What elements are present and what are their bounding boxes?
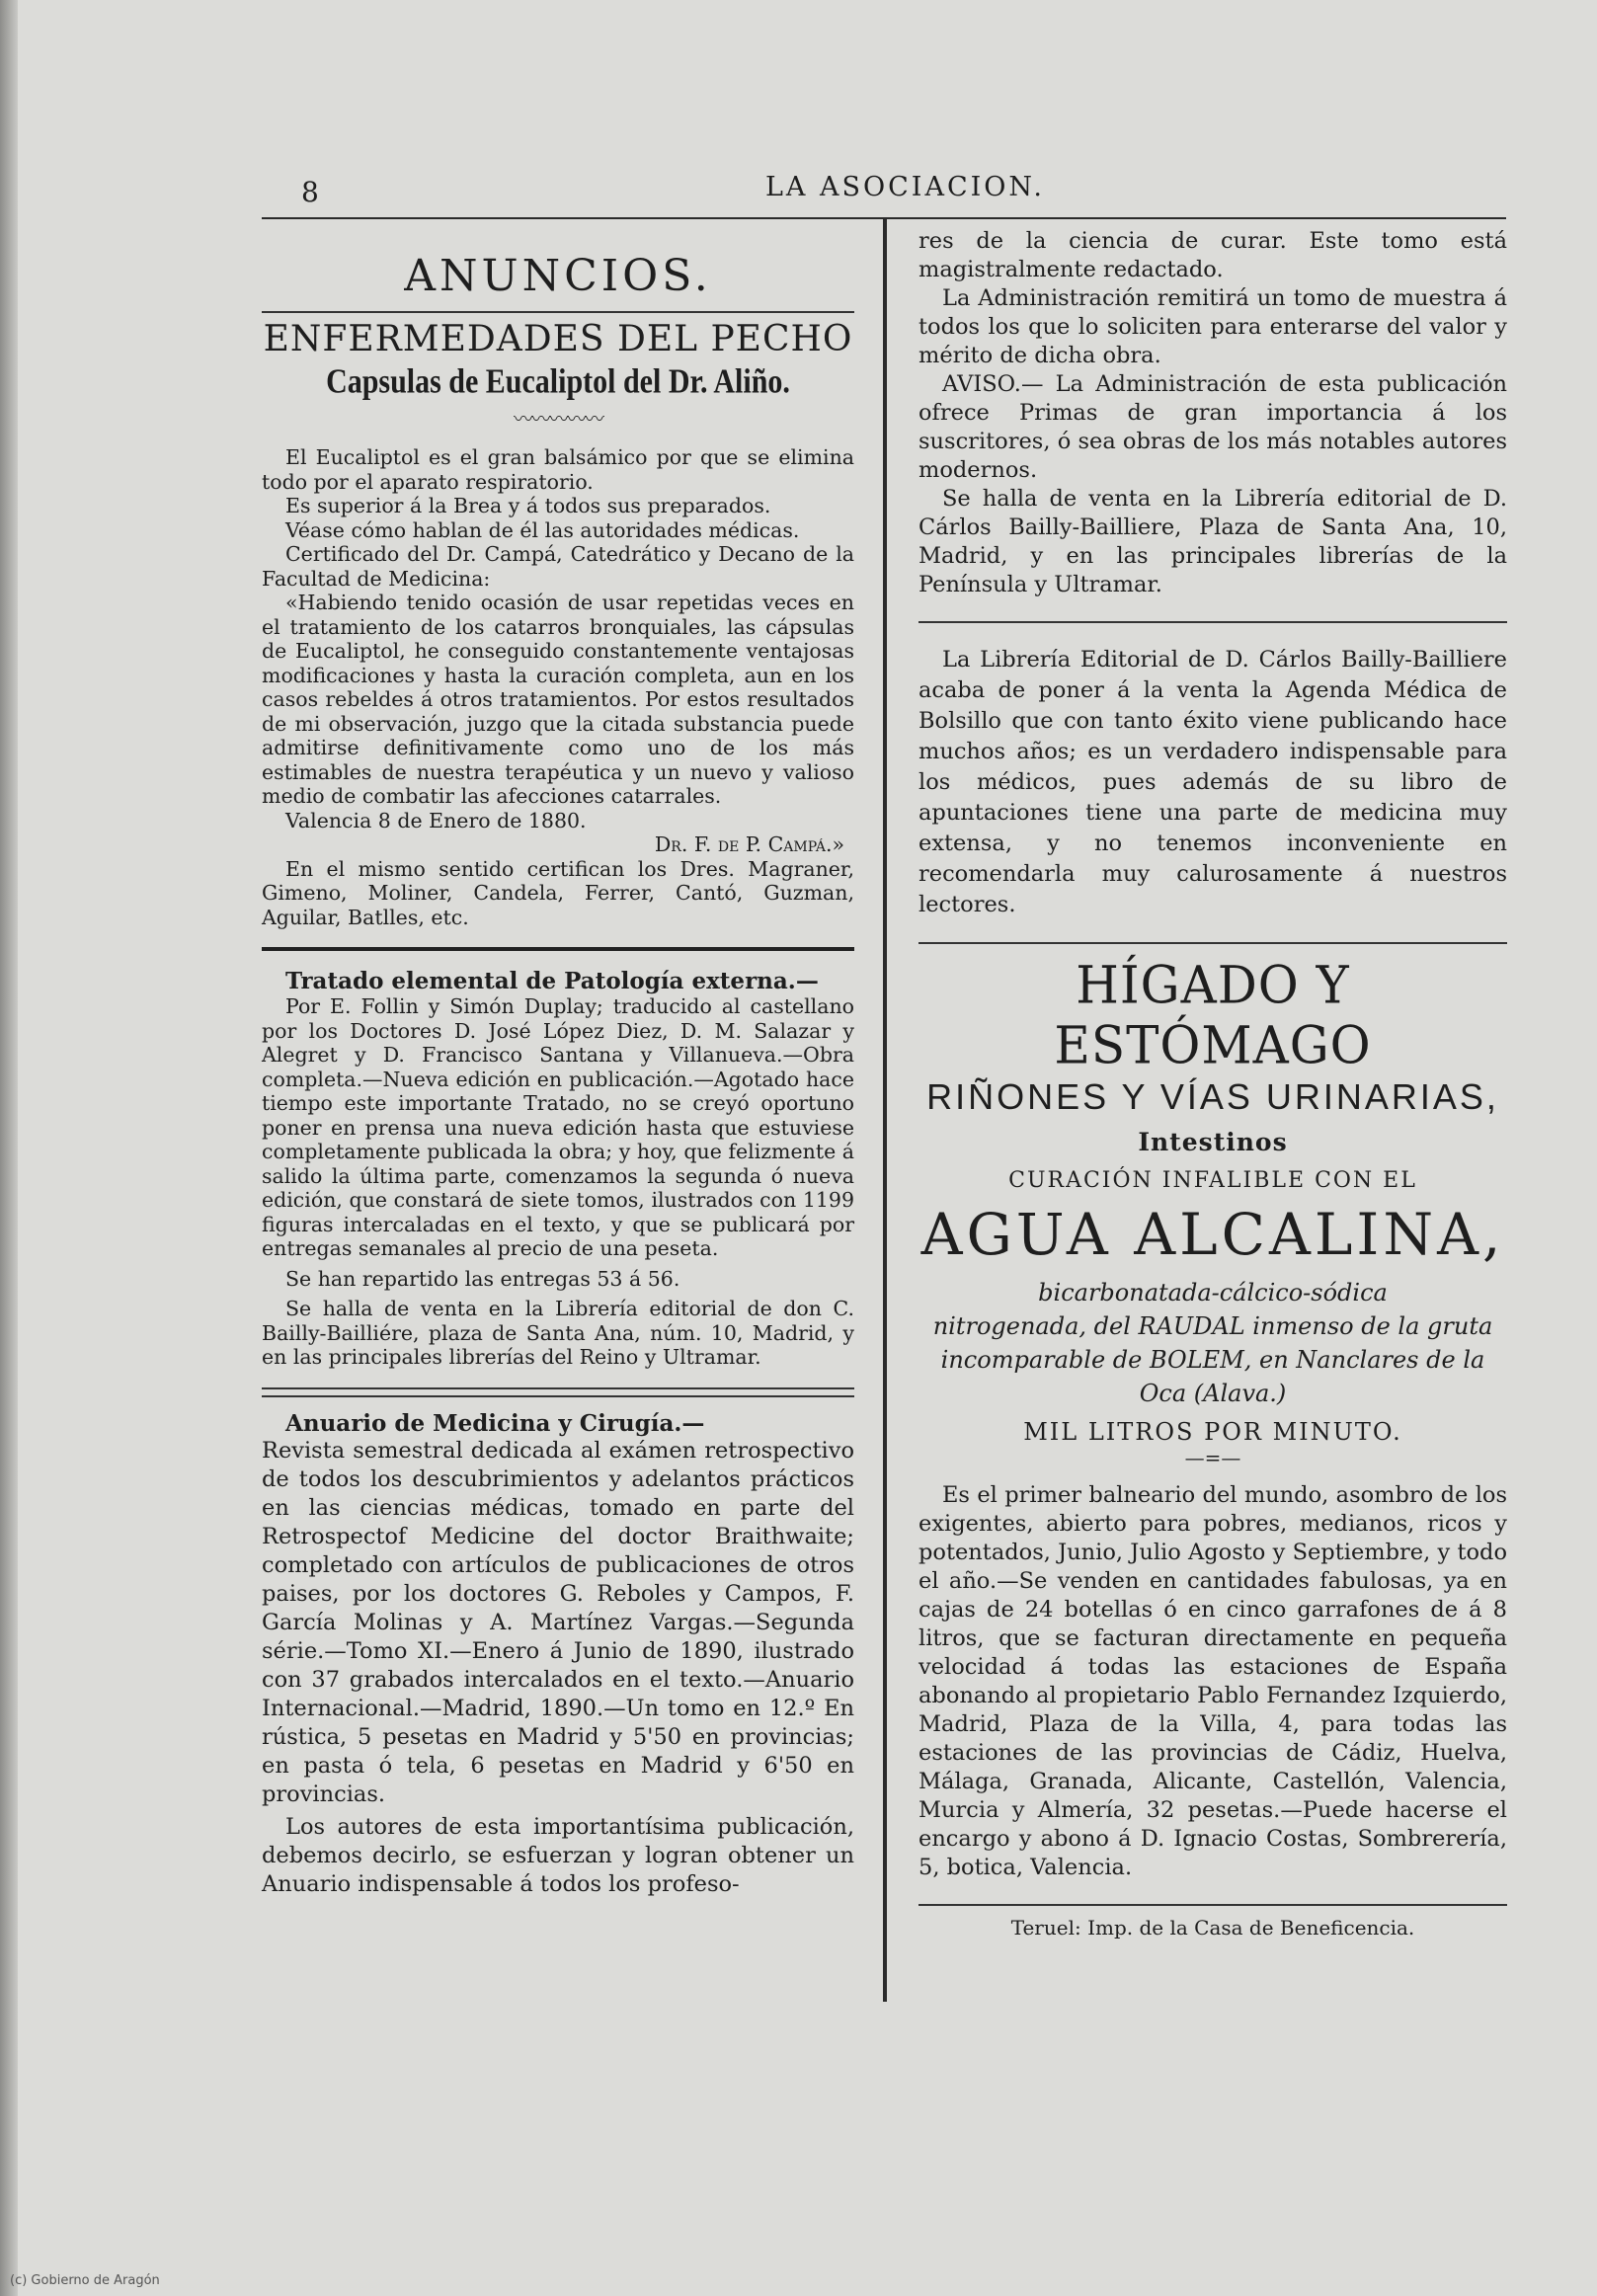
text-paragraph: AVISO.— La Administración de esta publicación ofrece Primas de gran importancia á los suscritores, ó sea obras de los más notables autores modernos. <box>918 371 1507 483</box>
page-binding-shadow <box>0 0 18 2296</box>
ad-line: bicarbonatada-cálcico-sódica <box>1038 1279 1388 1306</box>
ad-keyword: Intestinos <box>1138 1128 1288 1156</box>
ad-body: Por E. Follin y Simón Duplay; traducido al castellano por los Doctores D. José López Diez, D. M. Salazar y Alegret y D. Francisco Santana y Villanueva.—Obra completa.—Nueva edición en publicación.—Agotado hace tiempo este importante Tratado, no se creyó oportuno poner en prensa una nueva edición hasta que estuviese completamente publicada la obra; y hoy, que felizmente á salido la última parte, comenzamos la segunda ó nueva edición, que constará de siete tomos, ilustrados con 1199 figuras intercaladas en el texto, y que se publicará por entregas semanales al precio de una peseta. <box>262 994 854 1260</box>
section-title: ANUNCIOS. <box>404 251 712 301</box>
ad-paragraph: Se han repartido las entregas 53 á 56. <box>285 1266 680 1291</box>
ad-paragraph: Los autores de esta importantísima publicación, debemos decirlo, se esfuerzan y logran obtener un Anuario indispensable á todos los profeso- <box>262 1813 854 1897</box>
left-column <box>262 227 854 1899</box>
ad-curacion: CURACIÓN INFALIBLE CON EL <box>1008 1168 1417 1193</box>
ad-paragraph: Se halla de venta en la Librería editorial de don C. Bailly-Bailliére, plaza de Santa Ana, núm. 10, Madrid, y en las principales librerías del Reino y Ultramar. <box>262 1297 854 1369</box>
ad-testimonial: «Habiendo tenido ocasión de usar repetidas veces en el tratamiento de los catarros bronquiales, las cápsulas de Eucaliptol, he conseguido constantemente ventajosas modificaciones y hasta la curación completa, aun en los casos rebeldes á otros tratamientos. Por estos resultados de mi observación, juzgo que la citada substancia puede admitirse definitivamente como uno de los más estimables de nuestra terapéutica y un nuevo y valioso medio de combatir las afecciones catarrales. <box>262 591 854 808</box>
ad-eucaliptol <box>262 319 854 929</box>
flourish-ornament: 〰〰〰〰〰 <box>514 407 602 431</box>
ad-subtitle: RIÑONES Y VÍAS URINARIAS, <box>926 1076 1499 1117</box>
agenda-notice <box>918 645 1507 920</box>
ad-agua-alcalina <box>918 955 1507 1882</box>
copyright-watermark: (c) Gobierno de Aragón <box>10 2273 160 2288</box>
ad-subtitle: Capsulas de Eucaliptol del Dr. Aliño. <box>326 362 790 401</box>
section-rule <box>262 1387 854 1397</box>
printer-imprint: Teruel: Imp. de la Casa de Beneficencia. <box>1010 1916 1415 1940</box>
ad-title: Tratado elemental de Patología externa.— <box>285 968 819 994</box>
ad-tratado <box>262 969 854 1370</box>
ad-body: Es el primer balneario del mundo, asombro de los exigentes, abierto para pobres, medianos, ricos y potentados, Junio, Julio Agosto y Septiembre, y todo el año.—Se venden en cantidades fabulosas, ya en cajas de 24 botellas ó en cinco garrafones de á 8 litros, que se facturan directamente en pequeña velocidad á todas las estaciones de España abonando al propietario Pablo Fernandez Izquierdo, Madrid, Plaza de la Villa, 4, para todas las estaciones de las provincias de Cádiz, Huelva, Málaga, Granada, Alicante, Castellón, Valencia, Murcia y Almería, 32 pesetas.—Puede hacerse el encargo y abono á D. Ignacio Costas, Sombrerería, 5, botica, Valencia. <box>918 1482 1507 1880</box>
ad-title: ENFERMEDADES DEL PECHO <box>263 319 853 359</box>
ad-title: Anuario de Medicina y Cirugía.— <box>285 1409 705 1437</box>
ad-date: Valencia 8 de Enero de 1880. <box>285 808 587 832</box>
text-paragraph: Se halla de venta en la Librería editorial de D. Cárlos Bailly-Bailliere, Plaza de Santa Ana, 10, Madrid, y en las principales librerías de la Península y Ultramar. <box>918 486 1507 597</box>
section-rule <box>262 947 854 951</box>
ad-paragraph: Véase cómo hablan de él las autoridades médicas. <box>285 517 800 542</box>
separator-ornament: —=— <box>1184 1446 1241 1469</box>
section-rule <box>918 1904 1507 1906</box>
column-divider <box>883 219 887 2002</box>
text-paragraph: res de la ciencia de curar. Este tomo está magistralmente redactado. <box>918 228 1507 282</box>
ad-flow-rate: MIL LITROS POR MINUTO. <box>1023 1418 1402 1446</box>
page-number: 8 <box>301 176 319 208</box>
running-title: LA ASOCIACION. <box>765 172 1045 202</box>
section-rule <box>262 311 854 313</box>
page-header <box>272 168 1506 207</box>
section-rule <box>918 621 1507 623</box>
text-paragraph: La Librería Editorial de D. Cárlos Bailly-Bailliere acaba de poner á la venta la Agenda Médica de Bolsillo que con tanto éxito viene publicando hace muchos años; es un verdadero indispensable para los médicos, pues además de su libro de apuntaciones tiene una parte de medicina muy extensa, y no tenemos inconveniente en recomendarla muy calurosamente á nuestros lectores. <box>918 647 1507 917</box>
ad-paragraph: En el mismo sentido certifican los Dres. Magraner, Gimeno, Moliner, Candela, Ferrer, Cantó, Guzman, Aguilar, Batlles, etc. <box>262 856 854 929</box>
ad-anuario <box>262 1411 854 1899</box>
right-column <box>918 227 1507 1940</box>
ad-line: nitrogenada, del RAUDAL inmenso de la gruta <box>932 1312 1493 1340</box>
ad-signature: Dr. F. de P. Campá.» <box>654 832 844 856</box>
ad-body: Revista semestral dedicada al exámen retrospectivo de todos los descubrimientos y adelantos prácticos en las ciencias médicas, tomado en parte del Retrospectof Medicine del doctor Braithwaite; completado con artículos de publicaciones de otros paises, por los doctores G. Reboles y Campos, F. García Molinas y A. Martínez Vargas.—Segunda série.—Tomo XI.—Enero á Junio de 1890, ilustrado con 37 grabados intercalados en el texto.—Anuario Internacional.—Madrid, 1890.—Un tomo en 12.º En rústica, 5 pesetas en Madrid y 5'50 en provincias; en pasta ó tela, 6 pesetas en Madrid y 6'50 en provincias. <box>262 1437 854 1807</box>
ad-paragraph: Certificado del Dr. Campá, Catedrático y Decano de la Facultad de Medicina: <box>262 542 854 591</box>
ad-product-name: AGUA ALCALINA, <box>920 1201 1505 1268</box>
continued-text <box>918 227 1507 599</box>
ad-title: HÍGADO Y ESTÓMAGO <box>1054 955 1372 1075</box>
text-paragraph: La Administración remitirá un tomo de muestra á todos los que lo soliciten para enterarse del valor y mérito de dicha obra. <box>918 285 1507 368</box>
section-rule <box>918 942 1507 944</box>
ad-paragraph: Es superior á la Brea y á todos sus preparados. <box>285 494 771 517</box>
ad-paragraph: El Eucaliptol es el gran balsámico por que se elimina todo por el aparato respiratorio. <box>262 445 854 494</box>
ad-line: incomparable de BOLEM, en Nanclares de la Oca (Alava.) <box>940 1346 1485 1407</box>
